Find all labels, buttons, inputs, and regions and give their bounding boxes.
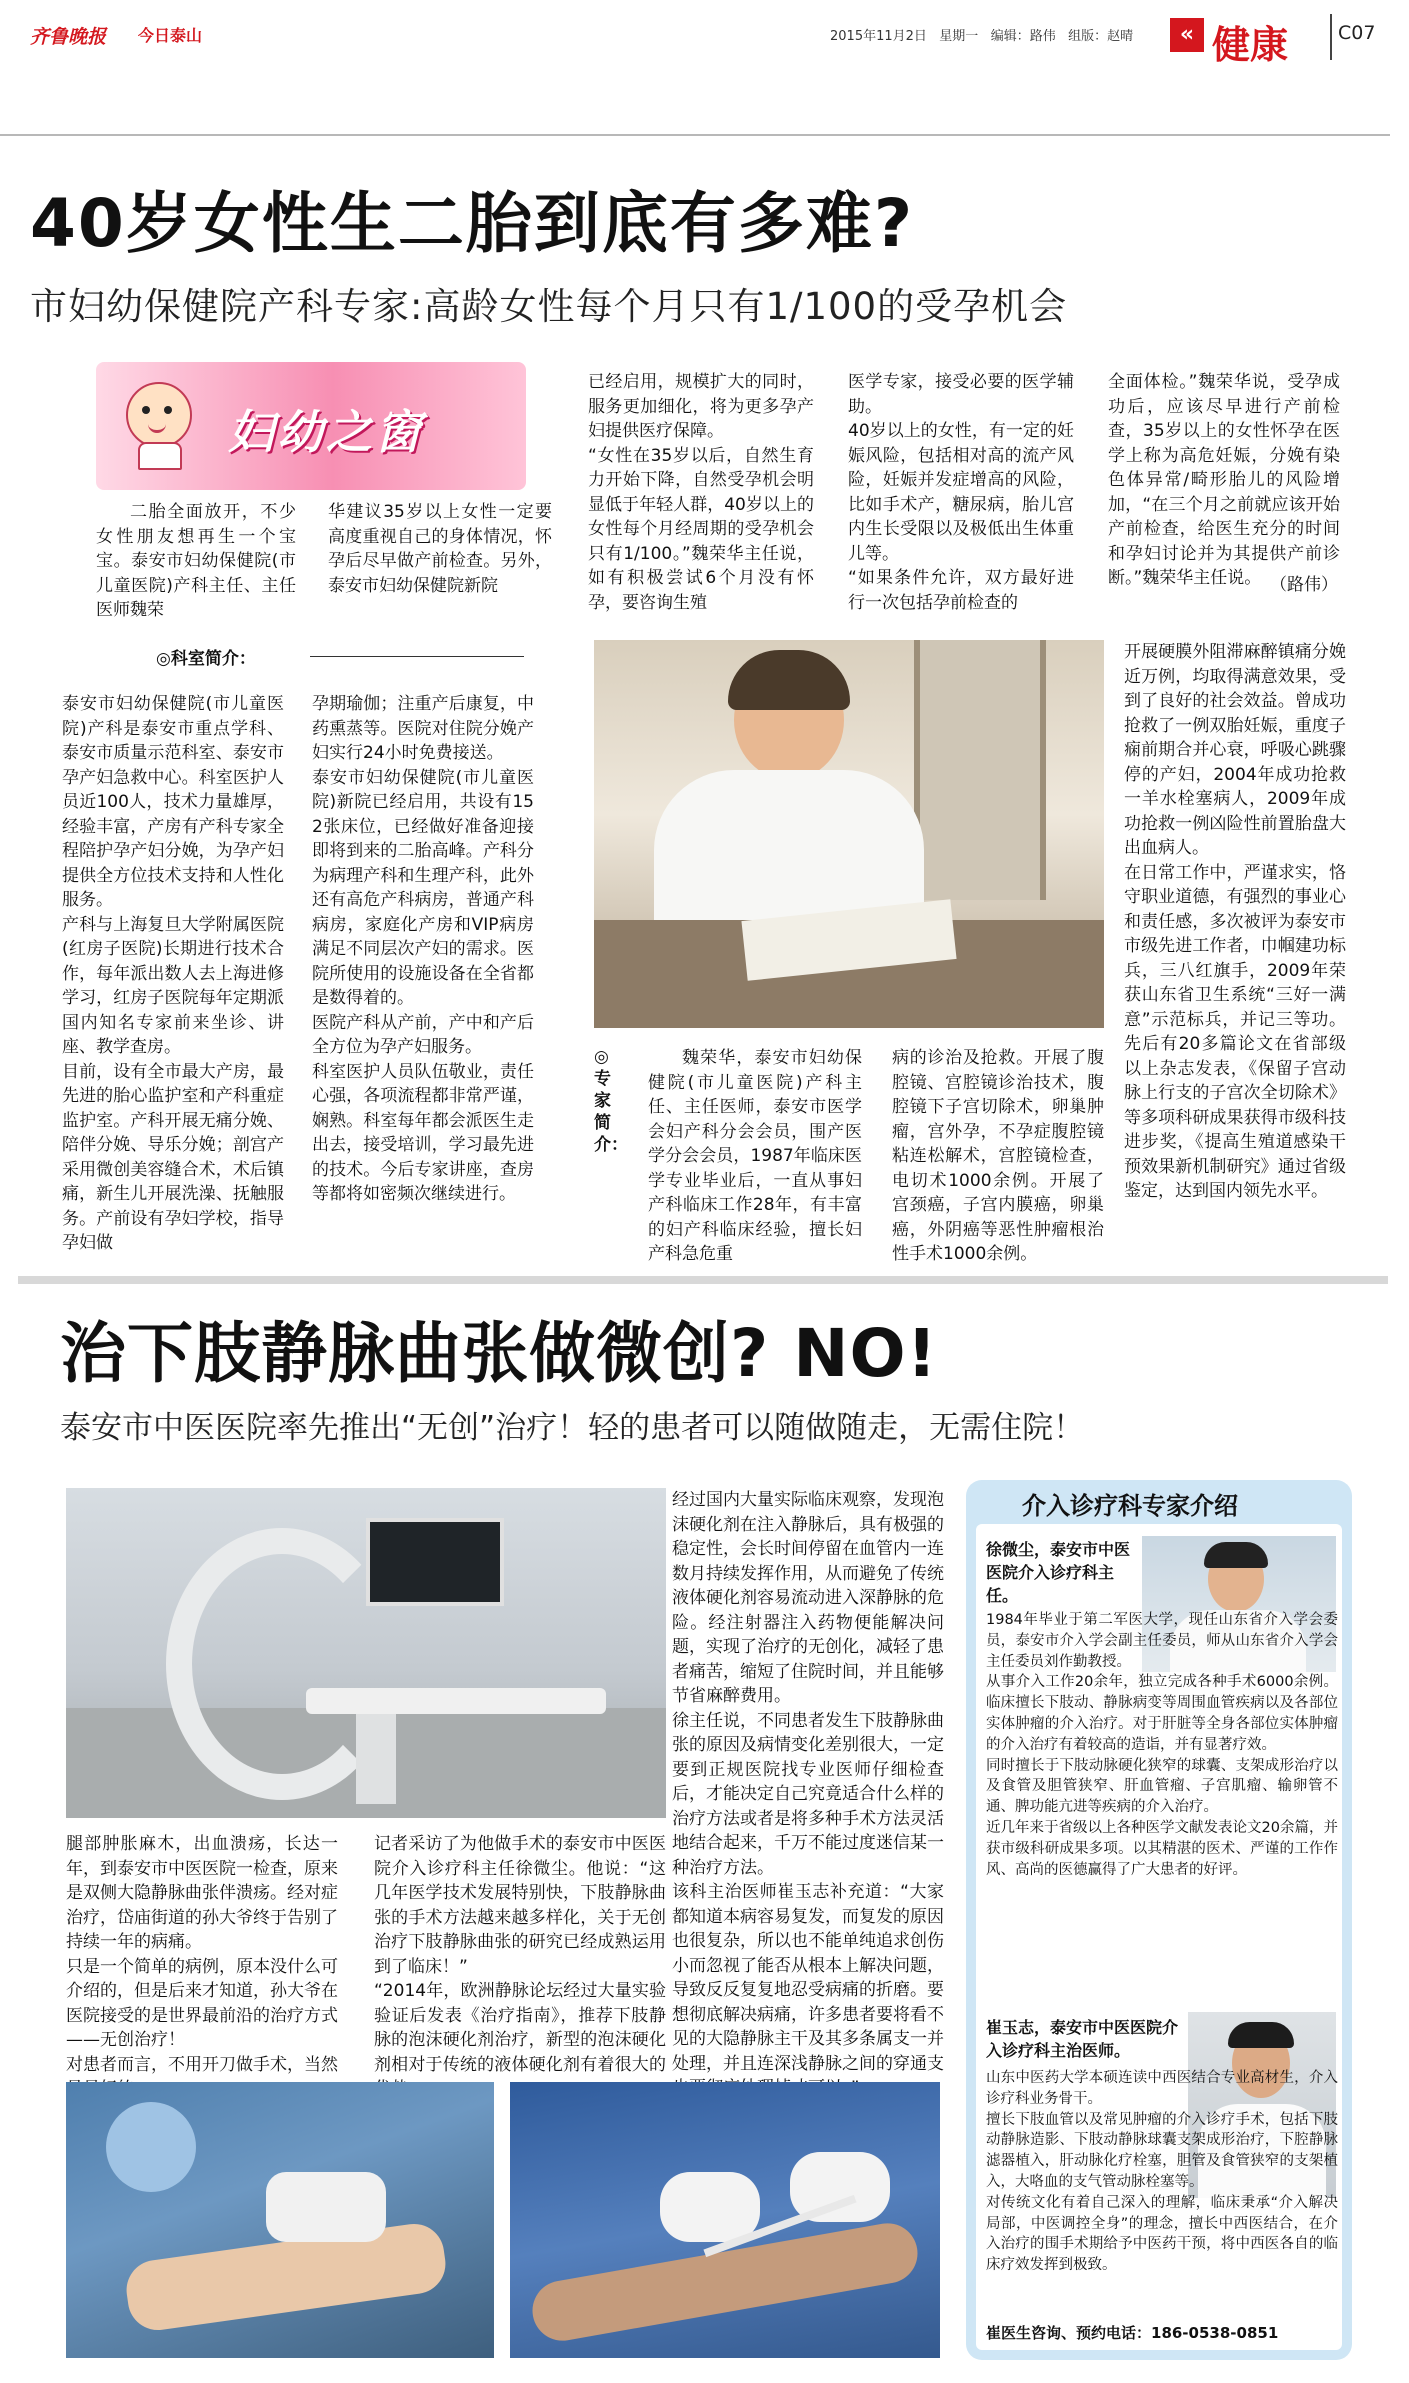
dept-intro-left: 泰安市妇幼保健院(市儿童医院)产科是泰安市重点学科、泰安市质量示范科室、泰安市孕产妇急救中心。科室医护人员近100人，技术力量雄厚，经验丰富，产房有产科专家全程陪护孕产妇分娩，为孕产妇提供全方位技术支持和人性化服务。 产科与上海复旦大学附属医院(红房子医院)长期进行技术合作，每年派出数人去上海进修学习，红房子医院每年定期派国内知名专家前来坐诊、讲座、教学查房。 目前，设有全市最大产房，最先进的胎心监护室和产科重症监护室。产科开展无痛分娩、陪伴分娩、导乐分娩；剖宫产采用微创美容缝合术，术后镇痛，新生儿开展洗澡、抚触服务。产前设有孕妇学校，指导孕妇做 (62, 694, 284, 1253)
expert1-col2: 病的诊治及抢救。开展了腹腔镜、宫腔镜诊治技术，腹腔镜下子宫切除术，卵巢肿瘤，宫外孕，不孕症腹腔镜粘连松解术，宫腔镜检查，电切术1000余例。开展了宫颈癌，子宫内膜癌，卵巢癌，外阴癌等恶性肿瘤根治性手术1000余例。 (892, 1048, 1104, 1264)
dept-intro-heading: ◎科室简介： (156, 649, 256, 669)
article2-col3: 经过国内大量实际临床观察，发现泡沫硬化剂在注入静脉后，具有极强的稳定性，会长时间停留在血管内一连数月持续发挥作用，从而避免了传统液体硬化剂容易流动进入深静脉的危险。经注射器注入药物便能解决问题，实现了治疗的无创化，减轻了患者痛苦，缩短了住院时间，并且能够节省麻醉费用。 徐主任说，不同患者发生下肢静脉曲张的原因及病情变化差别很大，一定要到正规医院找专业医师仔细检查后，才能决定自己究竟适合什么样的治疗方法或者是将多种手术方法灵活地结合起来，千万不能过度迷信某一种治疗方法。 该科主治医师崔玉志补充道：“大家都知道本病容易复发，而复发的原因也很复杂，所以也不能单纯追求创伤小而忽视了能否从根本上解决问题，导致反反复复地忍受病痛的折磨。要想彻底解决病痛，许多患者要将看不见的大隐静脉主干及其多条属支一并处理，并且连深浅静脉之间的穿通支 (672, 1490, 944, 2074)
masthead (30, 18, 1380, 68)
chevron-icon: « (1170, 18, 1204, 52)
article1-col5: 全面体检。”魏荣华说，受孕成功后，应该尽早进行产前检查，35岁以上的女性怀孕在医学上称为高危妊娠，分娩有染色体异常/畸形胎儿的风险增加，“在三个月之前就应该开始产前检查，给医生充分的时间和孕妇讨论并为其提供产前诊断。”魏荣华主任说。 (1108, 372, 1340, 588)
header-rule (0, 134, 1390, 136)
article1-subtitle: 市妇幼保健院产科专家:高龄女性每个月只有1/100的受孕机会 (30, 285, 1068, 328)
article1-col3: 已经启用，规模扩大的同时，服务更加细化，将为更多孕产妇提供医疗保障。 “女性在35岁以后，自然生育力开始下降，自然受孕机会明显低于年轻人群，40岁以上的女性每个月经周期的受孕机会只有1/100。”魏荣华主任说，如有积极尝试6个月没有怀孕，要咨询生殖 (588, 372, 814, 613)
article1-col2: 华建议35岁以上女性一定要高度重视自己的身体情况，怀孕后尽早做产前检查。另外，泰安市妇幼保健院新院 (328, 502, 552, 596)
article1-byline: （路伟） (1270, 575, 1338, 595)
category-label: 健康 (1212, 23, 1289, 67)
phone-line: 崔医生咨询、预约电话：186-0538-0851 (986, 2324, 1279, 2342)
section-divider (18, 1276, 1388, 1284)
sidebar-heading: 介入诊疗科专家介绍 (1022, 1492, 1238, 1520)
procedure-photo-2 (510, 2082, 940, 2358)
doctor-cui-name: 崔玉志，泰安市中医医院介入诊疗科主治医师。 (986, 2018, 1179, 2060)
article2-title: 治下肢静脉曲张做微创? NO! (60, 1315, 938, 1392)
article2-col2: 记者采访了为他做手术的泰安市中医医院介入诊疗科主任徐微尘。他说：“这几年医学技术发展特别快，下肢静脉曲张的手术方法越来越多样化，关于无创治疗下肢静脉曲张的研究已经成熟运用到了临床！” “2014年，欧洲静脉论坛经过大量实验验证后发表《治疗指南》，推荐下肢静脉的泡沫硬化剂治疗，新型的泡沫硬化剂相对于传统的液体硬化剂有着很大的 (374, 1834, 666, 2075)
article2-subtitle: 泰安市中医医院率先推出“无创”治疗！轻的患者可以随做随走，无需住院！ (60, 1410, 1085, 1446)
article1-col4: 医学专家，接受必要的医学辅助。 40岁以上的女性，有一定的妊娠风险，包括相对高的流产风险，妊娠并发症增高的风险，比如手术产，糖尿病，胎儿宫内生长受限以及极低出生体重儿等。 “如果条件允许，双方最好进行一次包括孕前检查的 (848, 372, 1074, 613)
expert-sidebar (966, 1480, 1352, 2360)
doctor-xu-bio: 1984年毕业于第二军医大学，现任山东省介入学会委员，泰安市介入学会副主任委员，师从山东省介入学会主任委员刘作勤教授。 从事介入工作20余年，独立完成各种手术6000余例。临床擅长下肢动、静脉病变等周围血管疾病以及各部位实体肿瘤的介入治疗。对于肝脏等全身各部位实体肿瘤的介入治疗有着较高的造诣，并有显著疗效。 同时擅长于下肢动脉硬化狭窄的球囊、支架成形治疗以及食管及胆管狭窄、肝血管瘤、子宫肌瘤、输卵管不通、脾功能亢进等疾病的介入治疗。 近几年来于省级以上各种医学文献发表论文20余篇，并获市级科研成果多项。以其精湛的医术、严谨的工作作风、高尚的医德赢得了广大患者的好评。 (986, 1612, 1338, 1878)
banner-window (96, 362, 526, 490)
expert1-label: ◎专家简介： (594, 1047, 628, 1155)
expert1-col1: 魏荣华，泰安市妇幼保健院(市儿童医院)产科主任、主任医师，泰安市医学会妇产科分会会员，围产医学分会会员，1987年临床医学专业毕业后，一直从事妇产科临床工作28年，有丰富的妇产科临床经验，擅长妇产科急危重 (648, 1048, 862, 1264)
section-name: 今日泰山 (138, 26, 203, 45)
article1-col1: 二胎全面放开，不少女性朋友想再生一个宝宝。泰安市妇幼保健院(市儿童医院)产科主任、主任医师魏荣 (96, 502, 296, 620)
dsa-room-photo (66, 1488, 666, 1818)
article1-title: 40岁女性生二胎到底有多难? (30, 185, 915, 262)
dept-intro-right: 孕期瑜伽；注重产后康复，中药熏蒸等。医院对住院分娩产妇实行24小时免费接送。 泰安市妇幼保健院(市儿童医院)新院已经启用，共设有152张床位，已经做好准备迎接即将到来的二胎高峰。产科分为病理产科和生理产科，此外还有高危产科病房，普通产科病房，家庭化产房和VIP病房满足不同层次产妇的需求。医院所使用的设施设备在全省都是数得着的。 医院产科从产前，产中和产后全方位为孕产妇服务。 科室医护人员队伍敬业，责任心强，各项流程都非常严谨，娴熟。科室每年都会派医生走出去，接受培训，学习最先进的技术。今后专家讲座，查房等都将如密频次继续进行。 (312, 694, 534, 1204)
baby-mascot-icon (118, 376, 196, 466)
article2-col1: 腿部肿胀麻木，出血溃疡，长达一年，到泰安市中医医院一检查，原来是双侧大隐静脉曲张伴溃疡。经对症治疗，岱庙街道的孙大爷终于告别了持续一年的病痛。 只是一个简单的病例，原本没什么可介绍的，但是后来才知道，孙大爷在医院接受的是世界最前沿的治疗方式——无创治疗！ 对患者而言，不用开刀做手术，当然 (66, 1834, 338, 2075)
date-line: 2015年11月2日 星期一 编辑：路伟 组版：赵晴 (830, 29, 1134, 44)
page-number: C07 (1338, 22, 1376, 44)
paper-name: 齐鲁晚报 (30, 26, 107, 48)
doctor-cui-bio: 山东中医药大学本硕连读中西医结合专业高材生，介入诊疗科业务骨干。 擅长下肢血管以及常见肿瘤的介入诊疗手术，包括下肢动静脉造影、下肢动静脉球囊支架成形治疗，下腔静脉滤器植入，肝动脉化疗栓塞，胆管及食管狭窄的支架植入，大咯血的支气管动脉栓塞等。 对传统文化有着自己深入的理解，临床秉承“介入解决局部，中医调控全身”的理念，擅长中西医结合，在介入治疗的围手术期给予中医药干预，将中西医各自的临床疗效发挥到极致。 (986, 2070, 1338, 2274)
doctor-xu-name: 徐微尘，泰安市中医医院介入诊疗科主任。 (986, 1540, 1131, 1605)
expert1-right: 开展硬膜外阻滞麻醉镇痛分娩近万例，均取得满意效果，受到了良好的社会效益。曾成功抢救了一例双胎妊娠，重度子痫前期合并心衰，呼吸心跳骤停的产妇，2004年成功抢救一羊水栓塞病人，2009年成功抢救一例凶险性前置胎盘大出血病人。 在日常工作中，严谨求实，恪守职业道德，有强烈的事业心和责任感，多次被评为泰安市市级先进工作者，巾帼建功标兵，三八红旗手，2009年荣获山东省卫生系统“三好一满意”示范标兵，并记三等功。先后有20多篇论文在省部级以上杂志发表，《保留子宫动脉上行支的子宫次全切除术》等多项科研成果获得市级科技进步奖，《提高生殖道感染干预效果新机制研究》通过省级鉴定，达到国内领先水平。 (1124, 642, 1346, 1201)
expert-photo-wei (594, 640, 1104, 1028)
banner-title: 妇幼之窗 (228, 405, 424, 459)
header-divider (1330, 14, 1332, 60)
procedure-photo-1 (66, 2082, 494, 2358)
dept-intro-rule (310, 656, 524, 657)
